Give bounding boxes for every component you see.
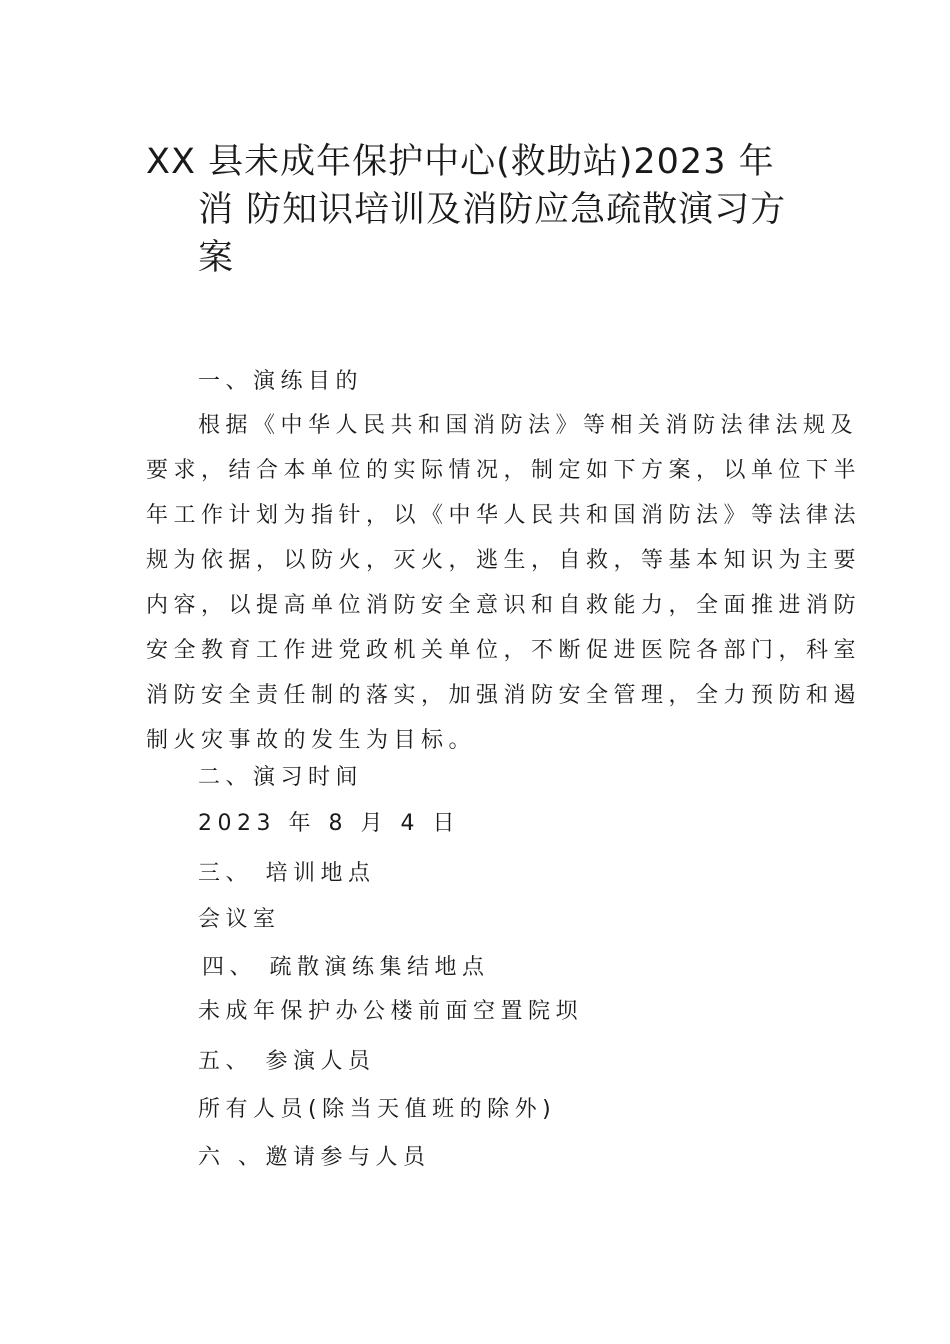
paragraph-line: 内容，以提高单位消防安全意识和自救能力，全面推进消防	[146, 593, 862, 618]
title-line-3: 案	[198, 238, 235, 278]
paragraph-line: 要求，结合本单位的实际情况，制定如下方案，以单位下半	[146, 458, 862, 483]
assembly-point: 未成年保护办公楼前面空置院坝	[198, 999, 584, 1024]
training-location: 会议室	[198, 907, 281, 932]
paragraph-line: 消防安全责任制的落实，加强消防安全管理，全力预防和遏	[146, 683, 862, 708]
section-heading-purpose: 一、演练目的	[198, 369, 364, 394]
purpose-paragraph	[146, 403, 862, 763]
paragraph-line: 年工作计划为指针，以《中华人民共和国消防法》等法律法	[146, 503, 862, 528]
document-title	[146, 138, 806, 282]
title-line-1: XX 县未成年保护中心(救助站)2023 年	[146, 142, 775, 182]
participants: 所有人员(除当天值班的除外)	[198, 1097, 557, 1122]
section-heading-invited: 六 、邀请参与人员	[198, 1145, 431, 1170]
paragraph-line: 规为依据，以防火，灭火，逃生，自救，等基本知识为主要	[146, 548, 862, 573]
section-heading-assembly-point: 四、 疏散演练集结地点	[202, 955, 490, 980]
section-heading-participants: 五、 参演人员	[198, 1049, 376, 1074]
paragraph-line: 根据《中华人民共和国消防法》等相关消防法律法规及	[198, 413, 859, 438]
section-heading-time: 二、演习时间	[198, 765, 364, 790]
paragraph-line: 制火灾事故的发生为目标。	[146, 728, 477, 753]
title-line-2: 消 防知识培训及消防应急疏散演习方	[198, 190, 787, 230]
drill-date: 2023 年 8 月 4 日	[198, 811, 460, 836]
section-heading-location: 三、 培训地点	[198, 861, 376, 886]
paragraph-line: 安全教育工作进党政机关单位，不断促进医院各部门，科室	[146, 638, 862, 663]
